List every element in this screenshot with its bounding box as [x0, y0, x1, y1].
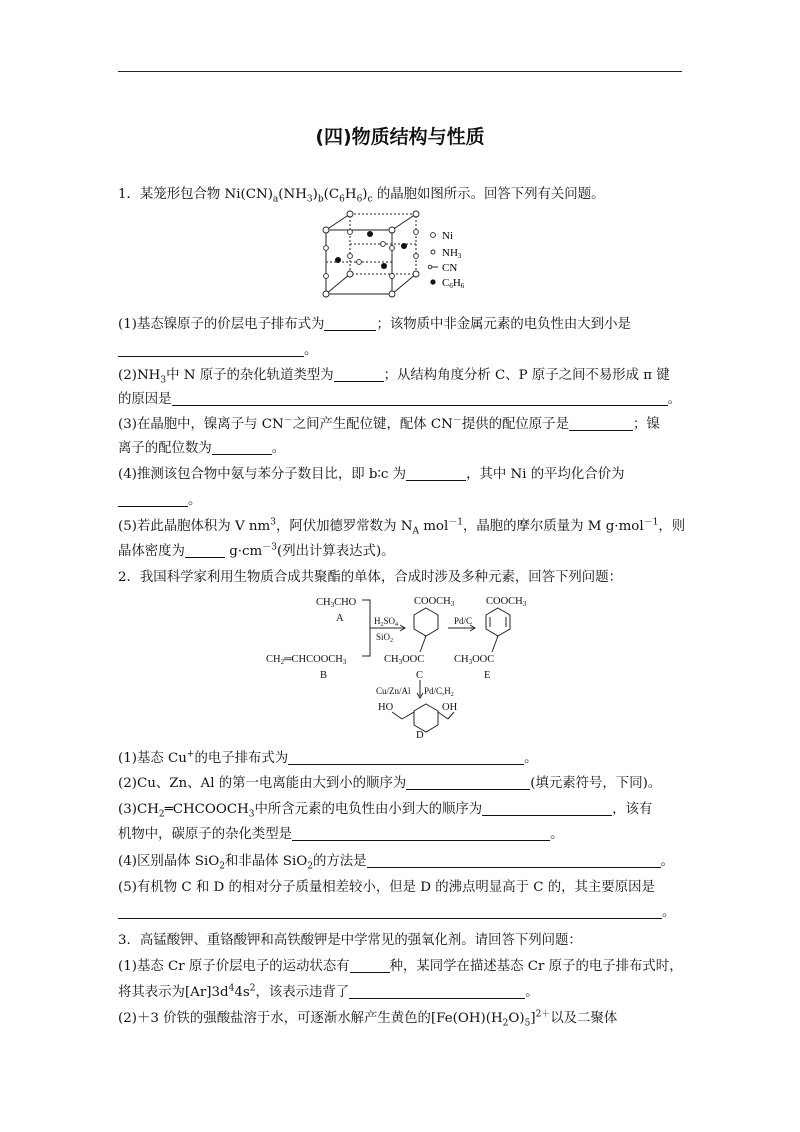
compound-d-right: OH: [442, 702, 458, 713]
answer-blank[interactable]: [367, 853, 661, 868]
q2-part4: (4)区别晶体 SiO$_2$和非晶体 SiO$_2$的方法是 。: [118, 854, 674, 872]
top-rule: [118, 71, 682, 72]
compound-c-label: C: [416, 670, 424, 681]
q1-part4-cont: 。: [118, 492, 684, 510]
compound-b-formula: CH2═CHCOOCH3: [266, 654, 347, 666]
q1-part3: (3)在晶胞中，镍离子与 CN－之间产生配位键，配体 CN－提供的配位原子是 ；镍: [118, 415, 660, 432]
compound-e-label: E: [484, 670, 491, 681]
q1-part1-cont: 。: [118, 342, 684, 360]
crystal-cell-figure: [318, 210, 498, 306]
answer-blank[interactable]: [212, 440, 272, 455]
answer-blank[interactable]: [118, 342, 304, 357]
answer-blank[interactable]: [118, 492, 188, 507]
compound-c-bottom: CH3OOC: [384, 654, 425, 666]
q2-part5-cont: 。: [118, 904, 684, 922]
q1-part5: (5)若此晶胞体积为 V $nm^3$，阿伏加德罗常数为 $N_A$ mol$^{-1}$，晶胞的摩尔质量为 M g·mol$^{-1}$，则: [118, 517, 686, 537]
q1-stem: 1．某笼形包合物 $Ni(CN)_a(NH_3)_b(C_6H_6)_c$ 的晶胞如图所示。回答下列有关问题。: [118, 187, 605, 205]
answer-blank[interactable]: [185, 543, 225, 558]
q1-part4: (4)推测该包合物中氨与苯分子数目比，即 b∶c 为 ，其中 Ni 的平均化合价为: [118, 467, 625, 482]
q1-part5-cont: 晶体密度为 $g\cdot cm^{-3}$(列出计算表达式)。: [118, 542, 395, 559]
q1-part1: (1)基态镍原子的价层电子排布式为 ；该物质中非金属元素的电负性由大到小是: [118, 317, 631, 332]
answer-blank[interactable]: [350, 958, 390, 973]
answer-blank[interactable]: [118, 904, 662, 919]
legend-c6h6: C6H6: [442, 277, 465, 290]
answer-blank[interactable]: [349, 984, 525, 999]
q3-part1: (1)基态 Cr 原子价层电子的运动状态有 种，某同学在描述基态 Cr 原子的电子排布式时，: [118, 959, 683, 974]
q2-part3: $(3)CH_2═CHCOOCH_3$中所含元素的电负性由小到大的顺序为 ，该有: [118, 802, 653, 820]
legend-nh3: NH3: [442, 247, 462, 260]
q2-part3-cont: 机物中，碳原子的杂化类型是 。: [118, 827, 564, 842]
q2-part1: (1)基态 Cu+的电子排布式为 。: [118, 749, 538, 766]
q1-part2: $(2)NH_3$中 N 原子的杂化轨道类型为 ；从结构角度分析 C、P 原子之间不易形成 π 键: [118, 368, 670, 386]
compound-a-label: A: [336, 613, 344, 624]
q3-part1-cont: 将其表示为$[Ar]3d^44s^2$，该表示违背了 。: [118, 983, 539, 1000]
q1-part2-cont: 的原因是 。: [118, 392, 681, 407]
q2-part2: (2)Cu、Zn、Al 的第一电离能由大到小的顺序为 (填元素符号，下同)。: [118, 776, 662, 791]
answer-blank[interactable]: [324, 316, 376, 331]
answer-blank[interactable]: [292, 826, 550, 841]
condition-sio2: SiO$_2$: [376, 632, 394, 644]
q1-part3-cont: 离子的配位数为 。: [118, 441, 286, 456]
q2-part5: (5)有机物 C 和 D 的相对分子质量相差较小，但是 D 的沸点明显高于 C 的，其主要原因是: [118, 880, 655, 895]
condition-pdc-h2: $Pd/C,H_2$: [424, 686, 454, 698]
answer-blank[interactable]: [569, 416, 633, 431]
answer-blank[interactable]: [482, 801, 612, 816]
condition-pdc: Pd/C: [454, 616, 473, 626]
condition-h2so4: $H_2SO_4$: [374, 616, 399, 628]
compound-d-left: HO: [378, 702, 394, 713]
compound-a-formula: CH3CHO: [316, 597, 357, 609]
compound-b-label: B: [320, 670, 328, 681]
compound-e-bottom: CH3OOC: [454, 654, 495, 666]
answer-blank[interactable]: [172, 391, 668, 406]
reaction-scheme: [262, 592, 562, 742]
compound-e-top: COOCH3: [486, 596, 527, 608]
q2-stem: 2．我国科学家利用生物质合成共聚酯的单体，合成时涉及多种元素，回答下列问题：: [118, 570, 622, 585]
answer-blank[interactable]: [406, 775, 530, 790]
answer-blank[interactable]: [288, 750, 524, 765]
answer-blank[interactable]: [406, 466, 466, 481]
q3-part2: (2)＋3 价铁的强酸盐溶于水，可逐渐水解产生黄色的$[Fe(OH)(H_2O)_5]^{2+}$以及二聚体: [118, 1009, 618, 1029]
q3-stem: 3．高锰酸钾、重铬酸钾和高铁酸钾是中学常见的强氧化剂。请回答下列问题：: [118, 933, 582, 948]
compound-d-label: D: [416, 730, 424, 741]
compound-c-top: COOCH3: [414, 596, 455, 608]
legend-cn: CN: [442, 262, 458, 274]
condition-cuznal: Cu/Zn/Al: [376, 686, 411, 696]
legend-ni: Ni: [442, 230, 453, 242]
answer-blank[interactable]: [334, 367, 384, 382]
page-title: (四)物质结构与性质: [315, 126, 485, 148]
